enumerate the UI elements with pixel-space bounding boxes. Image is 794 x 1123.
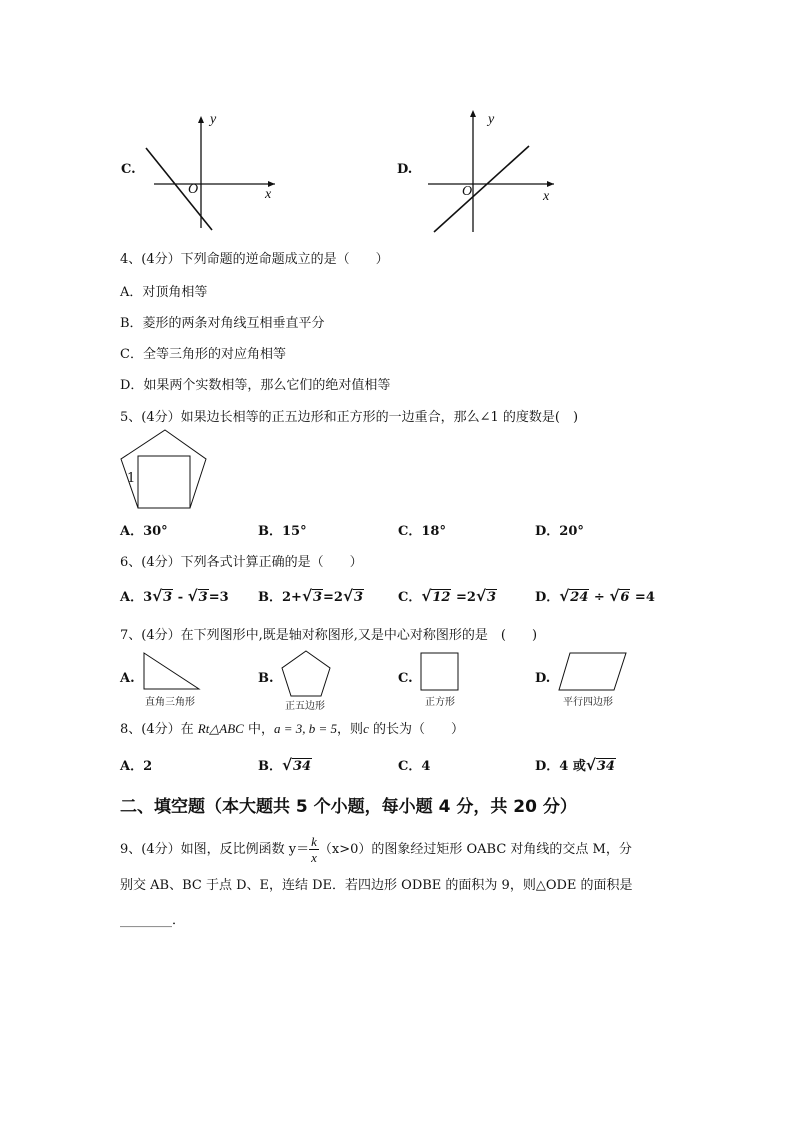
q9-line-2: 别交 AB、BC 于点 D、E，连结 DE．若四边形 ODBE 的面积为 9，则△ODE 的面积是: [120, 878, 633, 893]
q5-option-a: A．30°: [120, 524, 168, 539]
section-2-title: 二、填空题（本大题共 5 个小题，每小题 4 分，共 20 分）: [120, 797, 577, 817]
q6-option-a: A．3√3 - √3=3: [120, 587, 229, 605]
q3-d-axis-x: x: [543, 189, 550, 204]
q6-stem: 6、(4分）下列各式计算正确的是（ ）: [120, 555, 363, 570]
q7-stem: 7、(4分）在下列图形中,既是轴对称图形,又是中心对称图形的是 ( ): [120, 628, 538, 643]
q6-option-b: B．2+√3=2√3: [258, 587, 364, 605]
q5-option-c: C．18°: [398, 524, 446, 539]
q7-caption-b: 正五边形: [285, 701, 325, 712]
q9-line-1: 9、(4分）如图，反比例函数 y＝ $\frac{k}{x}$ （x>0）的图象经过矩形 OABC 对角线的交点 M，分: [120, 834, 632, 865]
q7-caption-d: 平行四边形: [563, 697, 613, 708]
q8-option-a: A．2: [120, 759, 153, 774]
q8-stem: 8、(4分）在 Rt△ABC 中，a = 3, b = 5，则c 的长为（ ）: [120, 721, 464, 737]
q8-option-c: C．4: [398, 759, 431, 774]
q3-c-axis-y: y: [210, 112, 217, 127]
q5-angle-label: 1: [127, 471, 136, 486]
q3-d-origin: O: [462, 184, 473, 199]
q7-caption-a: 直角三角形: [145, 697, 195, 708]
q5-option-d: D．20°: [535, 524, 584, 539]
q3-c-axis-x: x: [265, 187, 272, 202]
q4-option-a: A．对顶角相等: [120, 285, 208, 300]
q4-option-d: D．如果两个实数相等，那么它们的绝对值相等: [120, 378, 391, 393]
q9-fraction: $\frac{k}{x}$: [311, 834, 317, 865]
q8-option-d: D．4 或√34: [535, 756, 615, 774]
q7-right-triangle-figure: [143, 652, 201, 692]
q3-option-d-label: D.: [397, 162, 413, 177]
q5-option-b: B．15°: [258, 524, 307, 539]
q7-pentagon-figure: [280, 650, 332, 698]
q3-d-axis-y: y: [488, 112, 495, 127]
q4-option-c: C．全等三角形的对应角相等: [120, 347, 286, 362]
q4-option-b: B．菱形的两条对角线互相垂直平分: [120, 316, 325, 331]
q3-c-origin: O: [188, 182, 199, 197]
q4-stem: 4、(4分）下列命题的逆命题成立的是（ ）: [120, 252, 389, 267]
q6-option-c: C．√12 =2√3: [398, 587, 496, 605]
q3-graph-c: [140, 110, 280, 235]
q7-option-b: B.: [258, 671, 274, 686]
q5-stem: 5、(4分）如果边长相等的正五边形和正方形的一边重合，那么∠1 的度数是( ): [120, 410, 579, 425]
q7-option-a: A.: [120, 671, 135, 686]
q3-option-c-label: C.: [121, 162, 136, 177]
q8-option-b: B．√34: [258, 756, 312, 774]
q6-option-d: D．√24 ÷ √6 =4: [535, 587, 655, 605]
q7-option-d: D.: [535, 671, 551, 686]
q9-answer-blank: ________．: [120, 913, 186, 928]
q7-caption-c: 正方形: [425, 697, 455, 708]
q7-option-c: C.: [398, 671, 413, 686]
q7-square-figure: [420, 652, 460, 692]
q7-parallelogram-figure: [558, 652, 628, 692]
q5-pentagon-square-figure: [118, 428, 210, 512]
